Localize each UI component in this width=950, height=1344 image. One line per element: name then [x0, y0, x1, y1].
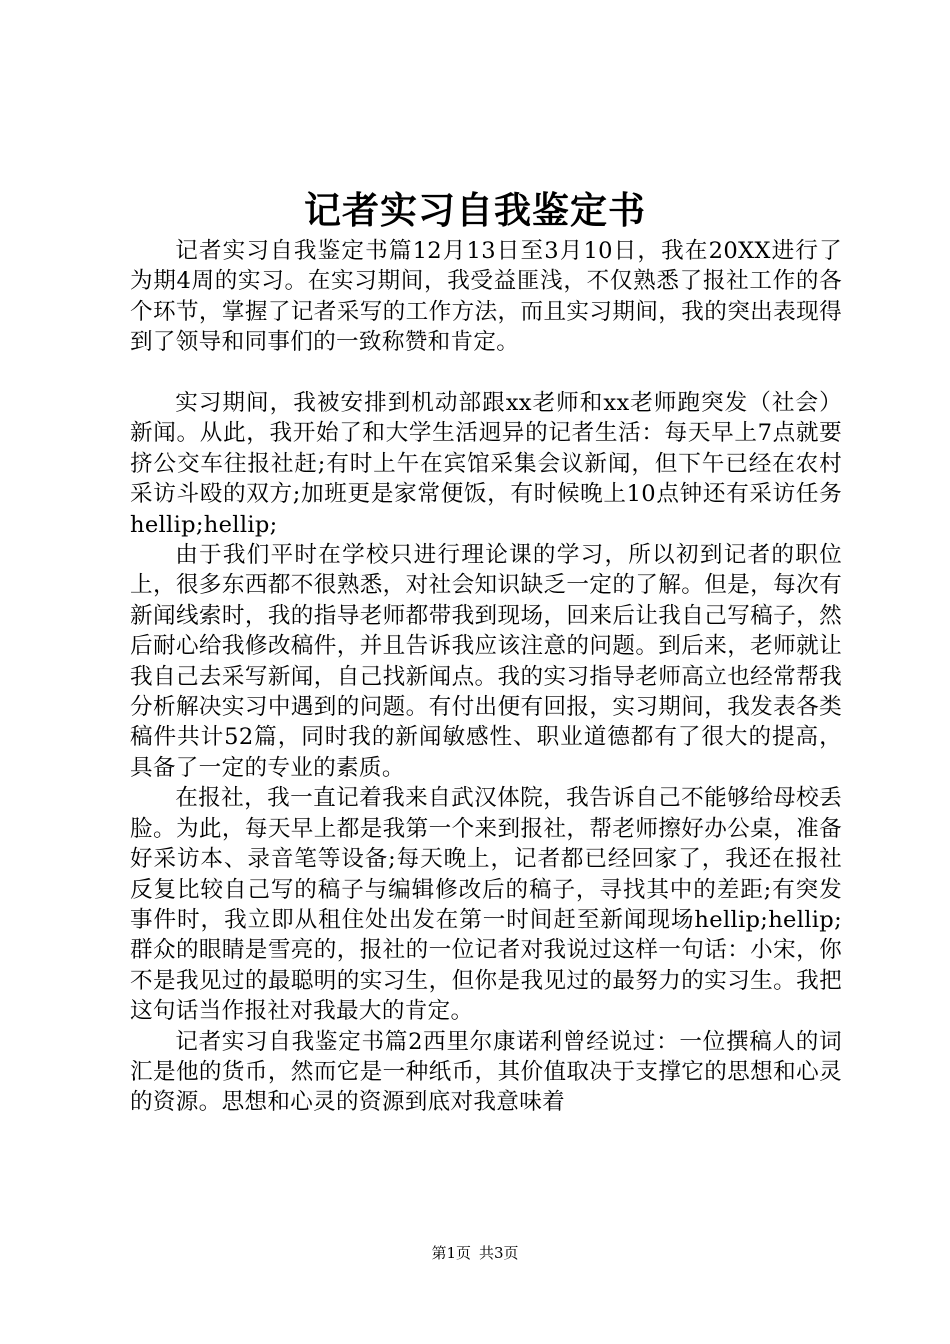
document-title: 记者实习自我鉴定书	[304, 188, 646, 232]
page-number: 第1页	[431, 1244, 471, 1262]
page-footer	[0, 1243, 950, 1263]
page-total: 共3页	[479, 1244, 519, 1262]
paragraph-2: 实习期间，我被安排到机动部跟xx老师和xx老师跑突发（社会）新闻。从此，我开始了和大学生活迥异的记者生活：每天早上7点就要挤公交车往报社赶;有时上午在宾馆采集会议新闻，但下午已经在农村采访斗殴的双方;加班更是家常便饭，有时候晚上10点钟还有采访任务hellip;hellip;	[130, 390, 842, 538]
paragraph-spacer	[130, 358, 842, 388]
paragraph-5: 记者实习自我鉴定书篇2西里尔康诺利曾经说过：一位撰稿人的词汇是他的货币，然而它是一种纸币，其价值取决于支撑它的思想和心灵的资源。思想和心灵的资源到底对我意味着	[130, 1028, 842, 1116]
paragraph-1: 记者实习自我鉴定书篇12月13日至3月10日，我在20XX进行了为期4周的实习。在实习期间，我受益匪浅，不仅熟悉了报社工作的各个环节，掌握了记者采写的工作方法，而且实习期间，我的突出表现得到了领导和同事们的一致称赞和肯定。	[130, 238, 842, 356]
paragraph-3: 由于我们平时在学校只进行理论课的学习，所以初到记者的职位上，很多东西都不很熟悉，对社会知识缺乏一定的了解。但是，每次有新闻线索时，我的指导老师都带我到现场，回来后让我自己写稿子，然后耐心给我修改稿件，并且告诉我应该注意的问题。到后来，老师就让我自己去采写新闻，自己找新闻点。我的实习指导老师高立也经常帮我分析解决实习中遇到的问题。有付出便有回报，实习期间，我发表各类稿件共计52篇，同时我的新闻敏感性、职业道德都有了很大的提高，具备了一定的专业的素质。	[130, 542, 842, 781]
paragraph-4: 在报社，我一直记着我来自武汉体院，我告诉自己不能够给母校丢脸。为此，每天早上都是我第一个来到报社，帮老师擦好办公桌，准备好采访本、录音笔等设备;每天晚上，记者都已经回家了，我还在报社反复比较自己写的稿子与编辑修改后的稿子，寻找其中的差距;有突发事件时，我立即从租住处出发在第一时间赶至新闻现场hellip;hellip;群众的眼睛是雪亮的，报社的一位记者对我说过这样一句话：小宋，你不是我见过的最聪明的实习生，但你是我见过的最努力的实习生。我把这句话当作报社对我最大的肯定。	[130, 785, 842, 1025]
document-body	[130, 236, 842, 1118]
